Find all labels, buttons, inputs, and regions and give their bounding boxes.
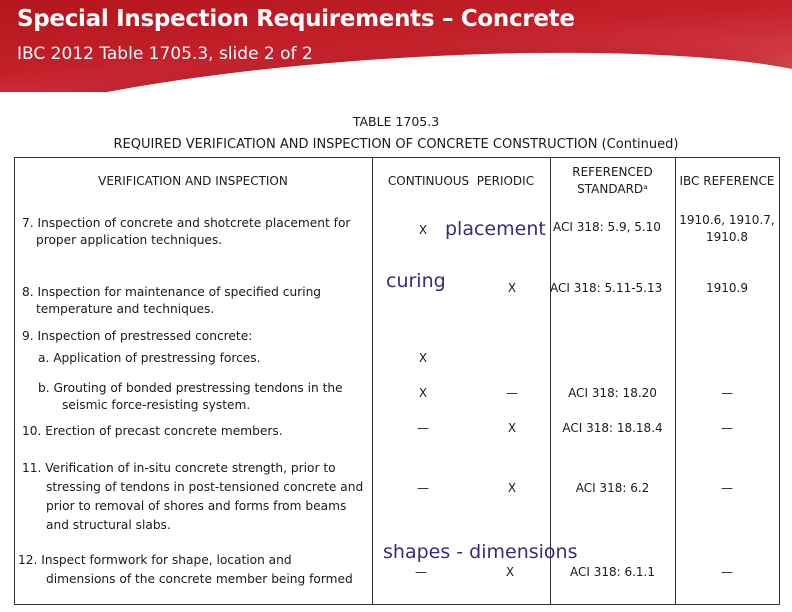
row-9b-continuous: X xyxy=(418,386,428,400)
row-11-standard: ACI 318: 6.2 xyxy=(575,481,650,495)
header-continuous-periodic: CONTINUOUS PERIODIC xyxy=(387,174,535,188)
row-12-periodic: X xyxy=(505,565,515,579)
row-9b-ibc: — xyxy=(721,386,733,400)
table-top-border xyxy=(14,157,780,158)
slide-subtitle: IBC 2012 Table 1705.3, slide 2 of 2 xyxy=(17,44,313,64)
row-12-continuous: — xyxy=(415,565,427,579)
row-8-periodic: X xyxy=(507,281,517,295)
header-ibc-reference: IBC REFERENCE xyxy=(679,174,775,188)
row-8-ibc: 1910.9 xyxy=(706,281,748,295)
row-10-ibc: — xyxy=(721,421,733,435)
header-verification: VERIFICATION AND INSPECTION xyxy=(98,174,288,188)
row-11-periodic: X xyxy=(507,481,517,495)
row-10-item: 10. Erection of precast concrete members. xyxy=(22,424,283,438)
row-11-ibc: — xyxy=(721,481,733,495)
row-7-item: 7. Inspection of concrete and shotcrete placement for proper application techniques. xyxy=(22,216,351,247)
row-8-item: 8. Inspection for maintenance of specified curing temperature and techniques. xyxy=(22,285,322,316)
header-referenced-standard: REFERENCED STANDARDᵃ xyxy=(572,165,653,196)
row-9b-item: b. Grouting of bonded prestressing tendons in the seismic force-resisting system. xyxy=(38,381,343,412)
row-8-standard: ACI 318: 5.11-5.13 xyxy=(550,281,663,295)
annotation-curing: curing xyxy=(386,270,446,292)
row-11-continuous: — xyxy=(417,481,429,495)
row-10-periodic: X xyxy=(507,421,517,435)
annotation-placement: placement xyxy=(445,218,546,240)
annotation-shapes-dimensions: shapes - dimensions xyxy=(383,541,578,563)
column-divider-verification xyxy=(372,157,373,604)
row-9a-item: a. Application of prestressing forces. xyxy=(38,351,261,365)
row-9a-continuous: X xyxy=(418,351,428,365)
row-12-item: 12. Inspect formwork for shape, location and dimensions of the concrete member being formed xyxy=(18,553,353,586)
row-12-ibc: — xyxy=(721,565,733,579)
row-7-continuous: X xyxy=(418,223,428,237)
row-9b-standard: ACI 318: 18.20 xyxy=(568,386,657,400)
row-9-item: 9. Inspection of prestressed concrete: xyxy=(22,329,253,343)
row-9b-periodic: — xyxy=(506,386,518,400)
slide-title: Special Inspection Requirements – Concrete xyxy=(17,6,575,32)
table-left-border xyxy=(14,157,15,604)
table-right-border xyxy=(779,157,780,604)
row-7-standard: ACI 318: 5.9, 5.10 xyxy=(553,220,661,234)
table-caption: REQUIRED VERIFICATION AND INSPECTION OF CONCRETE CONSTRUCTION (Continued) xyxy=(113,137,679,152)
column-divider-periodic xyxy=(550,157,551,604)
row-10-standard: ACI 318: 18.18.4 xyxy=(562,421,663,435)
table-number: TABLE 1705.3 xyxy=(352,114,440,129)
row-7-ibc: 1910.6, 1910.7, 1910.8 xyxy=(679,213,775,244)
row-12-standard: ACI 318: 6.1.1 xyxy=(569,565,656,579)
row-10-continuous: — xyxy=(417,421,429,435)
table-bottom-border xyxy=(14,604,780,605)
row-11-item: 11. Verification of in-situ concrete strength, prior to stressing of tendons in post-tensioned concrete and prior to removal of shores and forms from beams and structural slabs. xyxy=(22,461,364,532)
